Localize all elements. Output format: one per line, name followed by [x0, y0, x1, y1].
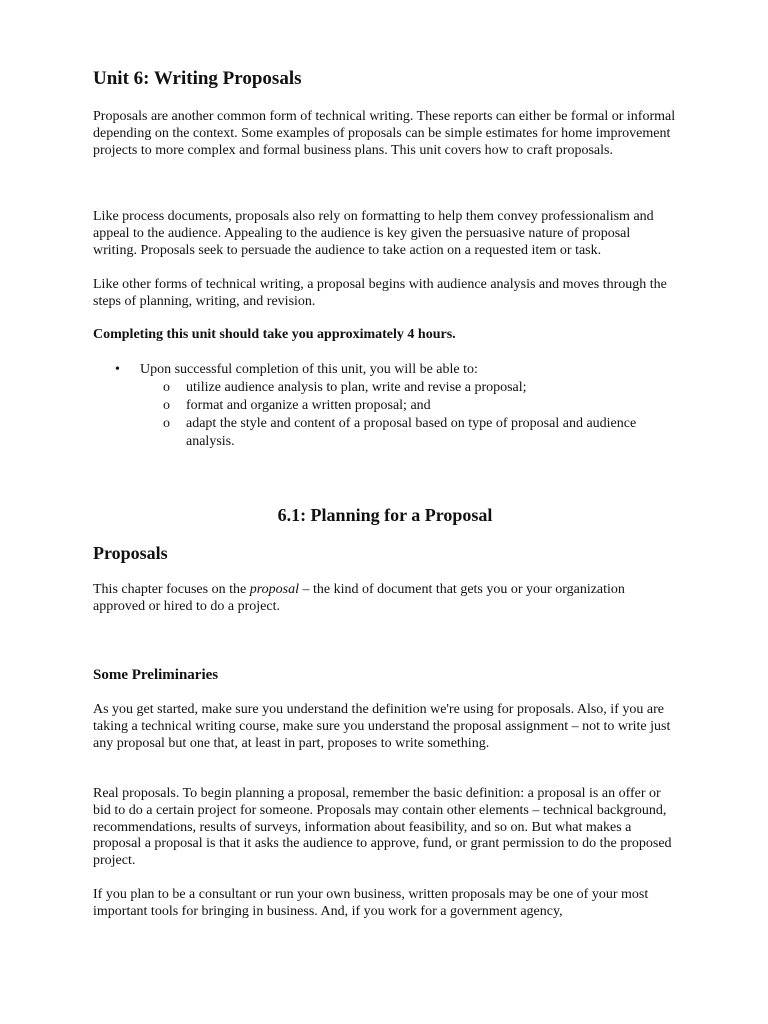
time-estimate-note: Completing this unit should take you approximately 4 hours.	[93, 327, 456, 342]
sub-bullet-marker: o	[163, 398, 170, 413]
intro-paragraph-3: Like other forms of technical writing, a proposal begins with audience analysis and moves through the steps of planning, writing, and revision.	[93, 277, 667, 309]
proposals-heading: Proposals	[93, 543, 168, 563]
proposals-text-after: – the kind of document that gets you or your organization approved or hired to do a project.	[93, 582, 625, 614]
preliminaries-heading: Some Preliminaries	[93, 667, 219, 683]
unit-title: Unit 6: Writing Proposals	[93, 68, 302, 89]
proposals-paragraph	[93, 582, 677, 616]
objective-item-text: adapt the style and content of a proposal based on type of proposal and audience analysis.	[186, 416, 637, 449]
intro-paragraph-2: Like process documents, proposals also rely on formatting to help them convey professionalism and appeal to the audience. Appealing to the audience is key given the persuasive nature of proposal writing. Proposals seek to persuade the audience to take action on a requested item or task.	[93, 209, 654, 258]
objectives-lead: Upon successful completion of this unit, you will be able to:	[140, 362, 478, 377]
bullet-marker: •	[115, 362, 120, 377]
sub-bullet-marker: o	[163, 380, 170, 395]
objective-item-text: format and organize a written proposal; and	[186, 398, 431, 413]
preliminaries-paragraph-3: If you plan to be a consultant or run your own business, written proposals may be one of your most important tools for bringing in business. And, if you work for a government agency,	[93, 887, 649, 919]
proposal-italic-term: proposal	[249, 582, 299, 597]
sub-bullet-marker: o	[163, 416, 170, 431]
preliminaries-paragraph-1: As you get started, make sure you understand the definition we're using for proposals. Also, if you are taking a technical writing course, make sure you understand the proposal assignment – not to write just any proposal but one that, at least in part, proposes to write something.	[93, 702, 671, 751]
preliminaries-paragraph-2: Real proposals. To begin planning a proposal, remember the basic definition: a proposal is an offer or bid to do a certain project for someone. Proposals may contain other elements – technical background, recommendations, results of surveys, information about feasibility, and so on. But what makes a proposal a proposal is that it asks the audience to approve, fund, or grant permission to do the proposed project.	[93, 786, 672, 869]
section-title: 6.1: Planning for a Proposal	[277, 505, 493, 525]
objective-item-text: utilize audience analysis to plan, write and revise a proposal;	[186, 380, 527, 395]
proposals-text-before: This chapter focuses on the	[93, 582, 250, 597]
intro-paragraph-1: Proposals are another common form of technical writing. These reports can either be formal or informal depending on the context. Some examples of proposals can be simple estimates for home improvement projects to more complex and formal business plans. This unit covers how to craft proposals.	[93, 109, 676, 158]
